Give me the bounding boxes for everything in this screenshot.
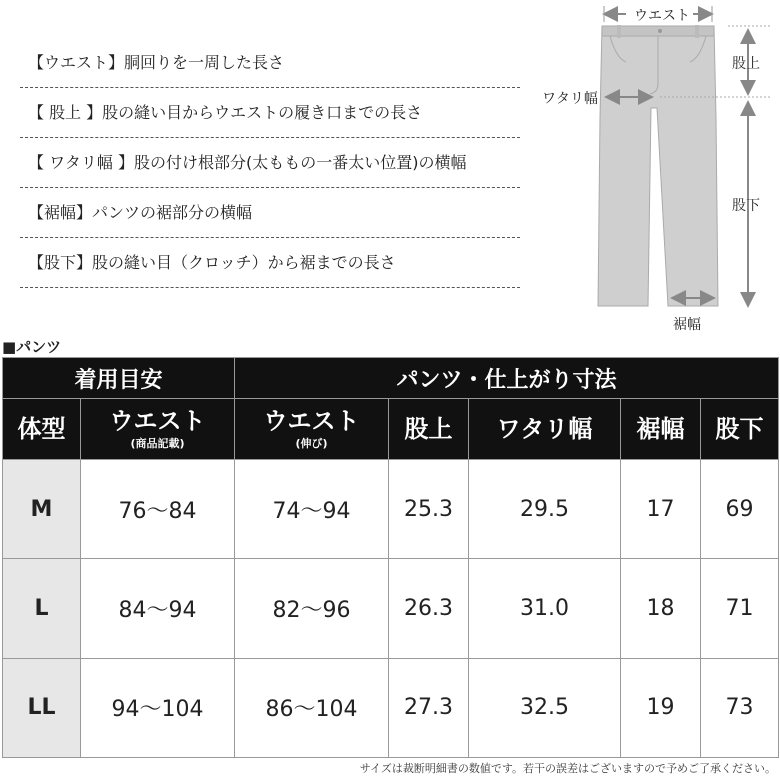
cell-hem: 17	[621, 460, 701, 559]
header-thigh: ワタリ幅	[469, 399, 621, 460]
definition-inseam: 【股下】股の縫い目（クロッチ）から裾までの長さ	[20, 238, 520, 288]
cell-waist-label: 84〜94	[81, 559, 235, 658]
group-header-finished-size: パンツ・仕上がり寸法	[235, 358, 779, 399]
cell-waist-stretch: 82〜96	[235, 559, 389, 658]
cell-type: LL	[3, 658, 81, 757]
cell-thigh: 29.5	[469, 460, 621, 559]
cell-thigh: 32.5	[469, 658, 621, 757]
cell-waist-stretch: 86〜104	[235, 658, 389, 757]
cell-inseam: 71	[701, 559, 779, 658]
cell-waist-label: 94〜104	[81, 658, 235, 757]
cell-waist-stretch: 74〜94	[235, 460, 389, 559]
table-row	[3, 460, 779, 559]
cell-inseam: 69	[701, 460, 779, 559]
diagram-label-rise: 股上	[732, 56, 760, 72]
header-waist-label	[81, 399, 235, 460]
header-rise: 股上	[389, 399, 469, 460]
group-header-fit-guide: 着用目安	[3, 358, 235, 399]
cell-waist-label: 76〜84	[81, 460, 235, 559]
diagram-label-inseam: 股下	[732, 198, 760, 214]
cell-rise: 27.3	[389, 658, 469, 757]
cell-hem: 18	[621, 559, 701, 658]
diagram-label-thigh: ワタリ幅	[542, 91, 598, 107]
definition-hem: 【裾幅】パンツの裾部分の横幅	[20, 188, 520, 238]
table-row	[3, 658, 779, 757]
header-waist-stretch-text: ウエスト	[263, 407, 360, 436]
table-group-header-row	[3, 358, 779, 399]
footnote: サイズは裁断明細書の数値です。若干の誤差はございますので予めご了承ください。	[359, 762, 776, 775]
size-table	[2, 357, 779, 758]
header-waist-label-sub: (商品記載)	[130, 436, 185, 450]
header-waist-label-text: ウエスト	[109, 407, 206, 436]
diagram-label-hem: 裾幅	[673, 317, 701, 333]
table-row	[3, 559, 779, 658]
cell-rise: 25.3	[389, 460, 469, 559]
definition-list	[20, 38, 520, 288]
table-header-row	[3, 399, 779, 460]
definition-waist: 【ウエスト】胴回りを一周した長さ	[20, 38, 520, 88]
definition-rise: 【 股上 】股の縫い目からウエストの履き口までの長さ	[20, 88, 520, 138]
cell-rise: 26.3	[389, 559, 469, 658]
cell-type: L	[3, 559, 81, 658]
section-title: ■パンツ	[2, 338, 62, 356]
header-inseam: 股下	[701, 399, 779, 460]
pants-diagram	[530, 0, 780, 340]
cell-hem: 19	[621, 658, 701, 757]
header-waist-stretch-sub: (伸び)	[295, 436, 328, 450]
cell-thigh: 31.0	[469, 559, 621, 658]
header-type: 体型	[3, 399, 81, 460]
diagram-label-waist: ウエスト	[631, 5, 693, 25]
pants-illustration	[530, 0, 780, 340]
header-waist-stretch	[235, 399, 389, 460]
cell-type: M	[3, 460, 81, 559]
cell-inseam: 73	[701, 658, 779, 757]
definition-thigh: 【 ワタリ幅 】股の付け根部分(太ももの一番太い位置)の横幅	[20, 138, 520, 188]
header-hem: 裾幅	[621, 399, 701, 460]
